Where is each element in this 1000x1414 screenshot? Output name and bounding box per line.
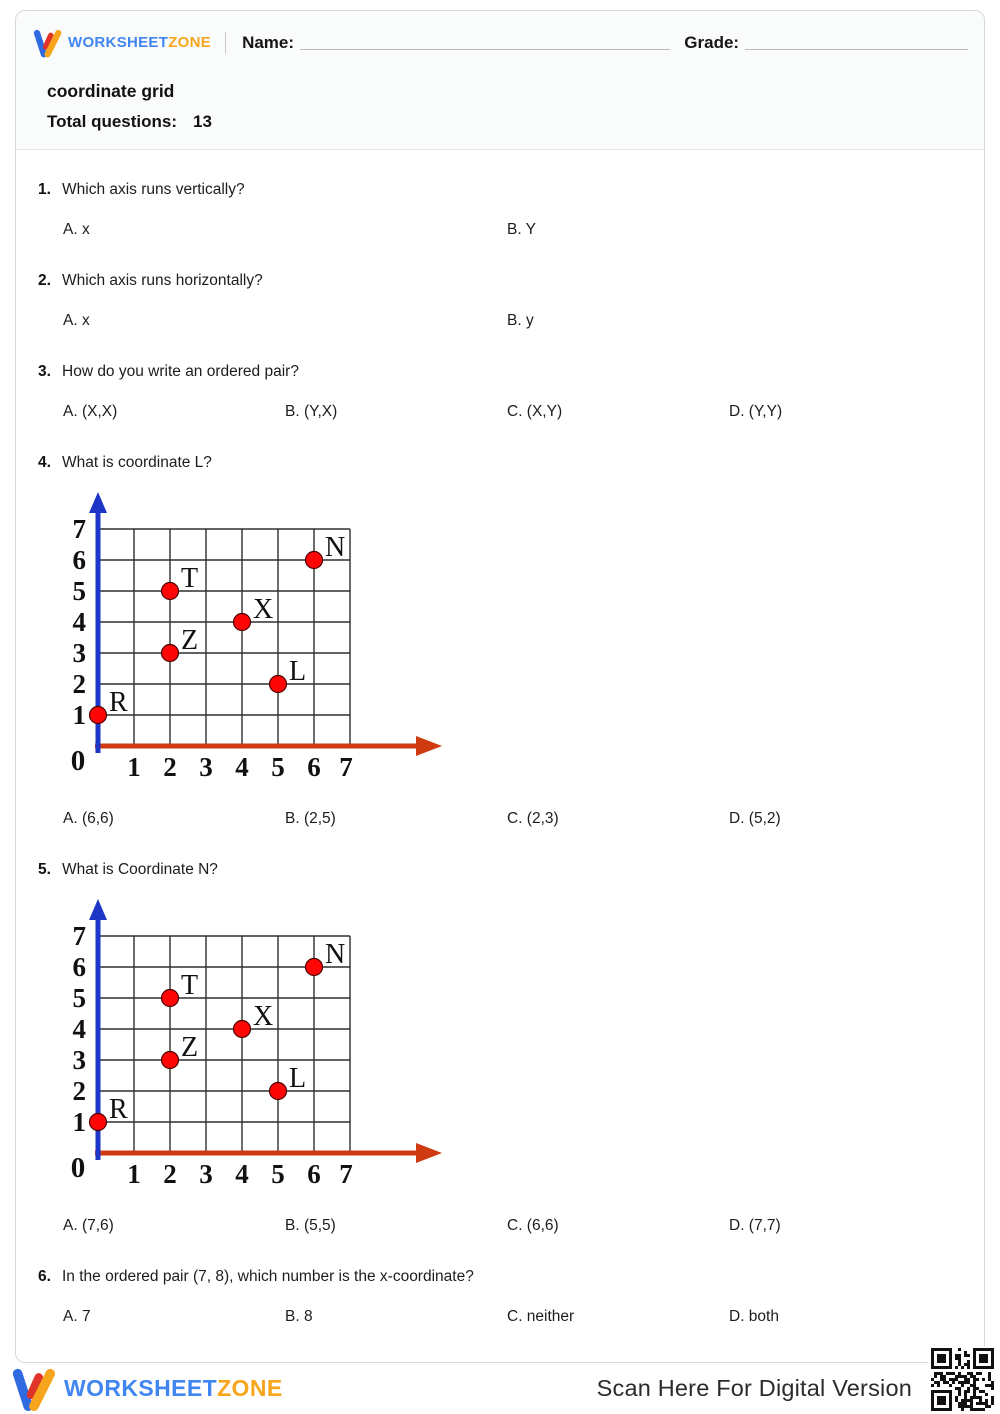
name-write-line[interactable]: [300, 49, 670, 51]
answer-options: [63, 809, 964, 829]
svg-text:N: N: [325, 939, 346, 970]
question-1: [38, 180, 964, 240]
svg-text:1: 1: [127, 752, 141, 782]
svg-text:2: 2: [72, 1076, 86, 1106]
option-c[interactable]: C. neither: [507, 1308, 575, 1325]
option-d[interactable]: D. (Y,Y): [729, 403, 783, 420]
question-text: How do you write an ordered pair?: [62, 363, 299, 380]
card-header: [16, 11, 984, 150]
question-number: 5.: [38, 861, 51, 878]
svg-text:2: 2: [72, 669, 86, 699]
coordinate-grid-figure: [64, 895, 444, 1195]
svg-text:7: 7: [339, 752, 353, 782]
footer-brand-word-1: WORKSHEET: [64, 1375, 218, 1401]
svg-text:4: 4: [72, 1014, 86, 1044]
option-d[interactable]: D. both: [729, 1308, 779, 1325]
footer-brand-wordmark: [64, 1375, 283, 1402]
svg-text:1: 1: [72, 700, 86, 730]
answer-options: [63, 311, 964, 331]
svg-text:4: 4: [72, 607, 86, 637]
svg-text:3: 3: [72, 1045, 86, 1075]
option-b[interactable]: B. y: [507, 312, 534, 329]
questions-area: [16, 150, 984, 1363]
svg-text:L: L: [289, 656, 307, 687]
total-questions-label: Total questions:: [47, 112, 178, 131]
answer-options: [63, 220, 964, 240]
option-b[interactable]: B. (Y,X): [285, 403, 338, 420]
svg-text:3: 3: [199, 1159, 213, 1189]
svg-text:R: R: [109, 687, 128, 718]
svg-text:1: 1: [72, 1107, 86, 1137]
footer-logo-mark-icon: [10, 1366, 56, 1412]
question-number: 6.: [38, 1268, 51, 1285]
answer-options: [63, 402, 964, 422]
svg-text:6: 6: [72, 545, 86, 575]
question-number: 3.: [38, 363, 51, 380]
option-a[interactable]: A. x: [63, 221, 90, 238]
svg-text:7: 7: [72, 921, 86, 951]
svg-text:7: 7: [72, 514, 86, 544]
svg-text:3: 3: [72, 638, 86, 668]
svg-text:L: L: [289, 1063, 307, 1094]
answer-options: [63, 1307, 964, 1327]
svg-text:6: 6: [72, 952, 86, 982]
brand-wordmark: [68, 34, 211, 51]
option-d[interactable]: D. (5,2): [729, 810, 781, 827]
question-text: Which axis runs vertically?: [62, 181, 245, 198]
svg-text:T: T: [181, 563, 199, 594]
question-text: What is Coordinate N?: [62, 861, 218, 878]
total-questions-row: [47, 112, 968, 132]
question-4: [38, 453, 964, 829]
svg-text:Z: Z: [181, 625, 199, 656]
option-a[interactable]: A. (6,6): [63, 810, 114, 827]
question-number: 1.: [38, 181, 51, 198]
svg-text:X: X: [253, 594, 274, 625]
name-label: Name:: [242, 32, 295, 52]
coordinate-grid: [64, 488, 444, 788]
option-b[interactable]: B. (5,5): [285, 1217, 336, 1234]
option-c[interactable]: C. (2,3): [507, 810, 559, 827]
option-a[interactable]: A. x: [63, 312, 90, 329]
svg-text:Z: Z: [181, 1032, 199, 1063]
option-b[interactable]: B. (2,5): [285, 810, 336, 827]
worksheet-card: [15, 10, 985, 1363]
brand-word-2: ZONE: [168, 34, 212, 51]
question-text: What is coordinate L?: [62, 454, 212, 471]
svg-text:4: 4: [235, 1159, 249, 1189]
option-c[interactable]: C. (X,Y): [507, 403, 563, 420]
question-6: [38, 1267, 964, 1327]
svg-text:N: N: [325, 532, 346, 563]
total-questions-value: 13: [193, 112, 212, 131]
grade-write-line[interactable]: [745, 49, 968, 51]
question-number: 4.: [38, 454, 51, 471]
header-row: [32, 29, 968, 56]
question-2: [38, 271, 964, 331]
svg-text:7: 7: [339, 1159, 353, 1189]
option-b[interactable]: B. 8: [285, 1308, 313, 1325]
title-block: [32, 81, 968, 132]
svg-text:4: 4: [235, 752, 249, 782]
svg-text:5: 5: [271, 752, 285, 782]
svg-text:6: 6: [307, 752, 321, 782]
coordinate-grid: [64, 895, 444, 1195]
answer-options: [63, 1216, 964, 1236]
logo-mark-icon: [32, 28, 62, 58]
header-divider: [225, 32, 226, 54]
footer-brand-logo: [10, 1366, 283, 1412]
svg-text:3: 3: [199, 752, 213, 782]
svg-text:2: 2: [163, 1159, 177, 1189]
grade-label: Grade:: [684, 32, 740, 52]
brand-logo: [32, 28, 211, 58]
question-5: [38, 860, 964, 1236]
svg-text:5: 5: [271, 1159, 285, 1189]
svg-text:X: X: [253, 1001, 274, 1032]
scan-here-text: Scan Here For Digital Version: [596, 1375, 912, 1401]
svg-text:0: 0: [70, 1152, 86, 1184]
qr-code: [928, 1346, 997, 1413]
option-c[interactable]: C. (6,6): [507, 1217, 559, 1234]
svg-text:1: 1: [127, 1159, 141, 1189]
svg-text:0: 0: [70, 745, 86, 777]
question-text: In the ordered pair (7, 8), which number is the x-coordinate?: [62, 1268, 474, 1285]
svg-text:6: 6: [307, 1159, 321, 1189]
svg-text:5: 5: [72, 983, 86, 1013]
footer-brand-word-2: ZONE: [217, 1375, 283, 1401]
option-a[interactable]: A. 7: [63, 1308, 91, 1325]
svg-text:T: T: [181, 970, 199, 1001]
option-b[interactable]: B. Y: [507, 221, 537, 238]
svg-text:5: 5: [72, 576, 86, 606]
question-number: 2.: [38, 272, 51, 289]
option-d[interactable]: D. (7,7): [729, 1217, 781, 1234]
coordinate-grid-figure: [64, 488, 444, 788]
brand-word-1: WORKSHEET: [68, 34, 169, 51]
worksheet-title: coordinate grid: [47, 81, 175, 101]
option-a[interactable]: A. (7,6): [63, 1217, 114, 1234]
svg-text:R: R: [109, 1094, 128, 1125]
page-footer: [0, 1363, 1000, 1414]
question-3: [38, 362, 964, 422]
svg-text:2: 2: [163, 752, 177, 782]
option-a[interactable]: A. (X,X): [63, 403, 118, 420]
question-text: Which axis runs horizontally?: [62, 272, 263, 289]
